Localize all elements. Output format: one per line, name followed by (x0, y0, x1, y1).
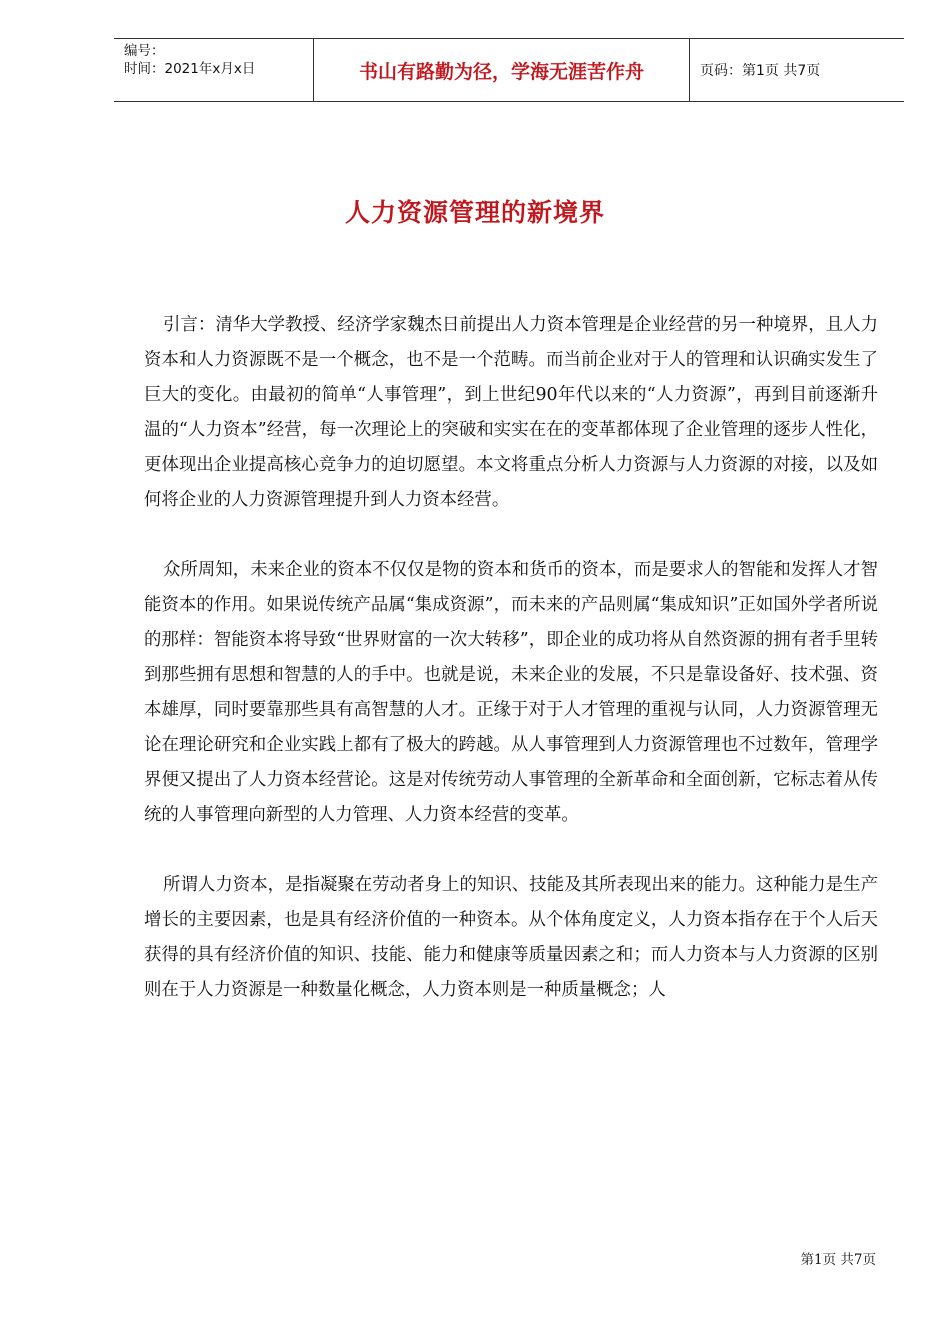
paragraph-3: 所谓人力资本，是指凝聚在劳动者身上的知识、技能及其所表现出来的能力。这种能力是生产增长的主要因素，也是具有经济价值的一种资本。从个体角度定义，人力资本指存在于个人后天获得的具有经济价值的知识、技能、能力和健康等质量因素之和；而人力资本与人力资源的区别则在于人力资源是一种数量化概念，人力资本则是一种质量概念；人 (144, 875, 878, 1000)
paragraph-intro: 引言：清华大学教授、经济学家魏杰日前提出人力资本管理是企业经营的另一种境界，且人力资本和人力资源既不是一个概念，也不是一个范畴。而当前企业对于人的管理和认识确实发生了巨大的变化。由最初的简单“人事管理”，到上世纪90年代以来的“人力资源”，再到目前逐渐升温的“人力资本”经营，每一次理论上的突破和实实在在的变革都体现了企业管理的逐步人性化，更体现出企业提高核心竞争力的迫切愿望。本文将重点分析人力资源与人力资源的对接，以及如何将企业的人力资源管理提升到人力资本经营。 (144, 315, 878, 510)
paragraph-2: 众所周知，未来企业的资本不仅仅是物的资本和货币的资本，而是要求人的智能和发挥人才智能资本的作用。如果说传统产品属“集成资源”，而未来的产品则属“集成知识”正如国外学者所说的那样：智能资本将导致“世界财富的一次大转移”，即企业的成功将从自然资源的拥有者手里转到那些拥有思想和智慧的人的手中。也就是说，未来企业的发展，不只是靠设备好、技术强、资本雄厚，同时要靠那些具有高智慧的人才。正缘于对于人才管理的重视与认同，人力资源管理无论在理论研究和企业实践上都有了极大的跨越。从人事管理到人力资源管理也不过数年，管理学界便又提出了人力资本经营论。这是对传统劳动人事管理的全新革命和全面创新，它标志着从传统的人事管理向新型的人力管理、人力资本经营的变革。 (144, 560, 878, 825)
document-body (144, 308, 878, 1008)
page-footer: 第1页 共7页 (800, 1252, 876, 1268)
header-motto: 书山有路勤为径，学海无涯苦作舟 (314, 39, 690, 101)
page-header (114, 38, 904, 102)
header-time-label: 时间：2021年x月x日 (124, 61, 256, 77)
header-page-info: 页码：第1页 共7页 (700, 63, 821, 79)
header-number-label: 编号： (124, 43, 165, 59)
header-meta (114, 39, 314, 101)
document-title: 人力资源管理的新境界 (344, 198, 605, 227)
